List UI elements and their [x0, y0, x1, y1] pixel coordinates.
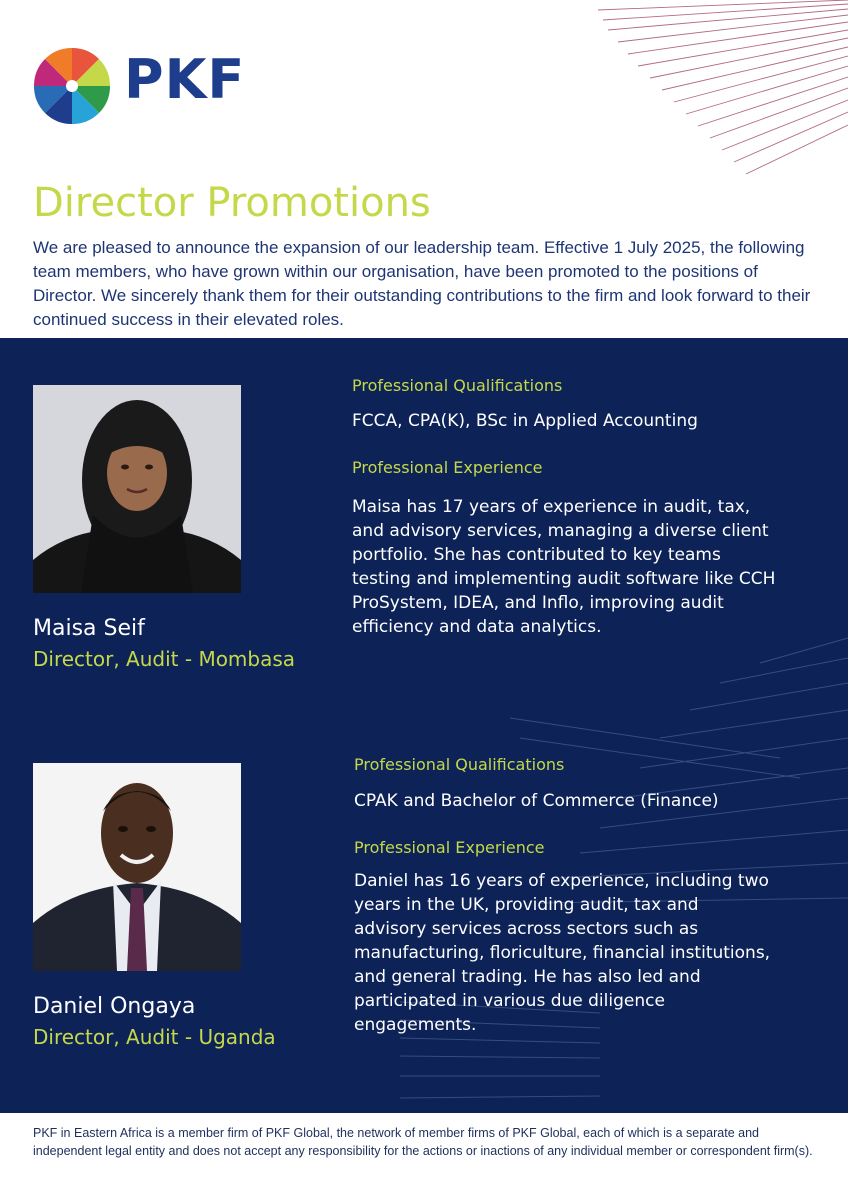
experience-text: Daniel has 16 years of experience, including two years in the UK, providing audit, tax and advisory services across sectors such as manufacturing, floriculture, financial institutions, and general trading. He has also led and participated in various due diligence engagements. [354, 871, 771, 1035]
directors-panel [0, 338, 848, 1113]
decorative-lines-top [598, 0, 848, 175]
qualifications-text: FCCA, CPA(K), BSc in Applied Accounting [352, 411, 698, 431]
director-name: Daniel Ongaya [33, 994, 196, 1019]
pkf-logo [32, 44, 264, 128]
qualifications-text: CPAK and Bachelor of Commerce (Finance) [354, 791, 719, 811]
pkf-wheel-icon [32, 46, 112, 126]
intro-paragraph: We are pleased to announce the expansion of our leadership team. Effective 1 July 2025, the following team members, who have grown within our organisation, have been promoted to the positions of Director. We sincerely thank them for their outstanding contributions to the firm and look forward to their continued success in their elevated roles. [33, 238, 811, 329]
director-name: Maisa Seif [33, 616, 145, 641]
page-title: Director Promotions [33, 180, 431, 226]
portrait-daniel-ongaya [33, 763, 241, 971]
experience-heading: Professional Experience [354, 838, 545, 857]
brand-wordmark: PKF [124, 48, 246, 111]
experience-heading: Professional Experience [352, 458, 543, 477]
qualifications-heading: Professional Qualifications [352, 376, 563, 395]
experience-text: Maisa has 17 years of experience in audit, tax, and advisory services, managing a diverse client portfolio. She has contributed to key teams testing and implementing audit software like CCH ProSystem, IDEA, and Inflo, improving audit efficiency and data analytics. [352, 497, 776, 637]
footer-disclaimer: PKF in Eastern Africa is a member firm of PKF Global, the network of member firms of PKF Global, each of which is a separate and independent legal entity and does not accept any responsibility for the actions or inactions of any individual member or correspondent firm(s). [33, 1126, 813, 1158]
director-role: Director, Audit - Uganda [33, 1025, 276, 1049]
qualifications-heading: Professional Qualifications [354, 755, 565, 774]
director-role: Director, Audit - Mombasa [33, 647, 296, 671]
portrait-maisa-seif [33, 385, 241, 593]
